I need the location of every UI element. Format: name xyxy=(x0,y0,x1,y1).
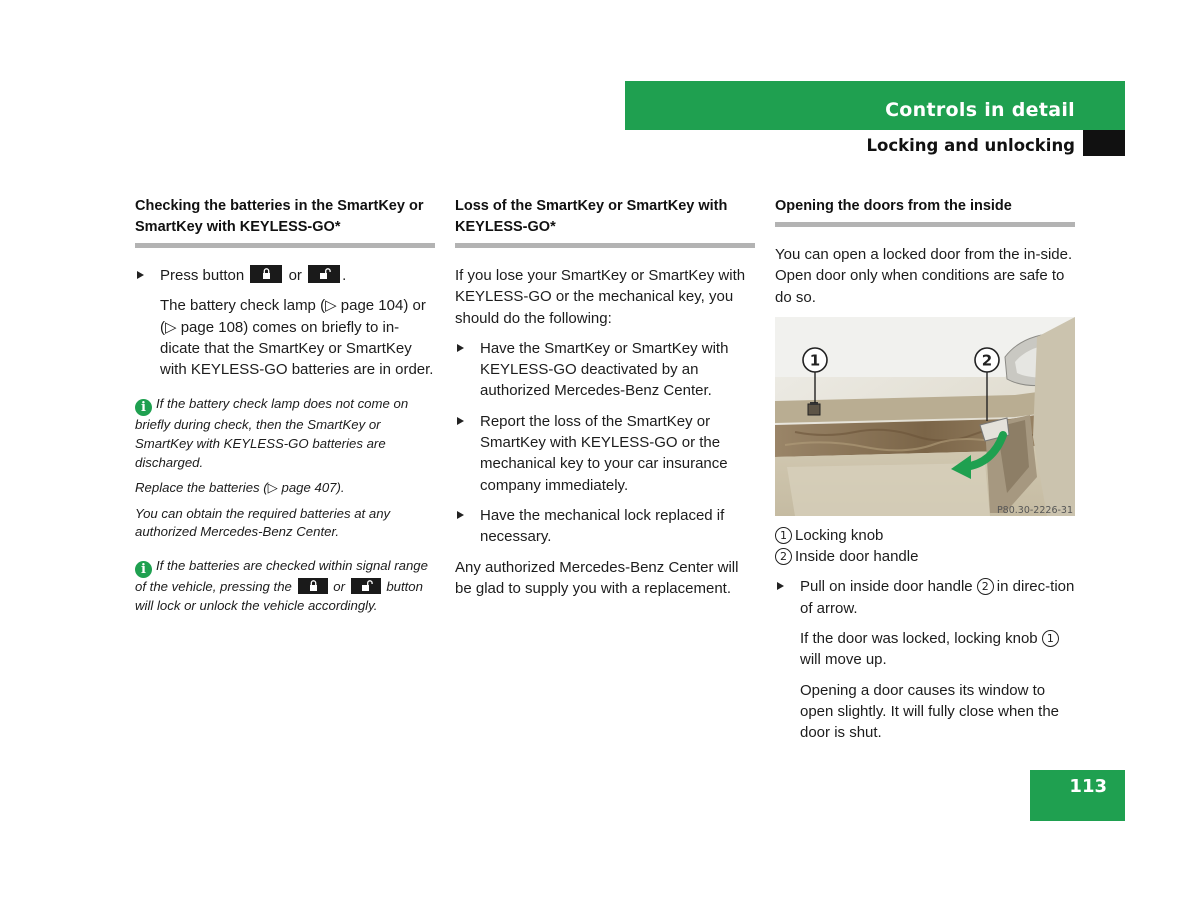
column-smartkey-loss xyxy=(455,196,755,608)
header-banner xyxy=(625,81,1125,130)
bullet-report-loss: Report the loss of the SmartKey or SmartKey with KEYLESS-GO or the mechanical key to your car insurance company immediately. xyxy=(455,411,755,496)
note-signal-range: i If the batteries are checked within signal range of the vehicle, pressing the or button will lock or unlock the vehicle accordingly. xyxy=(135,558,428,613)
subsection-marker xyxy=(1083,130,1125,156)
subsection-title: Locking and unlocking xyxy=(866,136,1075,155)
open-doors-intro-text: You can open a locked door from the in-side. Open door only when conditions are safe to do so. xyxy=(775,246,1073,306)
page-number-box xyxy=(1030,770,1125,821)
note-battery-discharged: i If the battery check lamp does not come on briefly during check, then the SmartKey or SmartKey with KEYLESS-GO batteries are discharged. xyxy=(135,396,409,470)
door-panel-drawing xyxy=(775,317,1075,516)
bullet-press-button: Press button or . xyxy=(135,265,435,286)
lock-button-icon xyxy=(298,578,328,594)
lock-button-icon xyxy=(250,265,282,283)
bullet-arrow-icon xyxy=(457,344,464,352)
callout-1-label: 1 xyxy=(809,351,821,370)
note-obtain-batteries: You can obtain the required batteries at any authorized Mercedes-Benz Center. xyxy=(135,505,391,540)
door-interior-illustration xyxy=(775,317,1075,516)
bullet-replace-lock: Have the mechanical lock replaced if necessary. xyxy=(455,505,755,548)
heading-open-doors: Opening the doors from the inside xyxy=(775,196,1075,227)
window-opens-text: Opening a door causes its window to open slightly. It will fully close when the door is shut. xyxy=(800,681,1060,742)
loss-closing-text: Any authorized Mercedes-Benz Center will be glad to supply you with a replacement. xyxy=(455,558,739,597)
unlock-button-icon xyxy=(351,578,381,594)
figure-reference: P80.30-2226-31 xyxy=(996,504,1073,516)
unlock-button-icon xyxy=(308,265,340,283)
info-icon: i xyxy=(135,561,152,578)
heading-smartkey-loss: Loss of the SmartKey or SmartKey with KEYLESS-GO* xyxy=(455,196,755,248)
legend-inside-door-handle: 2 Inside door handle xyxy=(775,546,1075,567)
loss-intro-text: If you lose your SmartKey or SmartKey with KEYLESS-GO or the mechanical key, you should do the following: xyxy=(455,267,746,327)
bullet-deactivate: Have the SmartKey or SmartKey with KEYLESS-GO deactivated by an authorized Mercedes-Benz Center. xyxy=(455,338,755,402)
bullet-pull-handle: Pull on inside door handle 2 in direc-tion of arrow. xyxy=(775,576,1075,619)
bullet-arrow-icon xyxy=(777,582,784,590)
info-icon: i xyxy=(135,399,152,416)
bullet-arrow-icon xyxy=(457,417,464,425)
heading-battery-check: Checking the batteries in the SmartKey or SmartKey with KEYLESS-GO* xyxy=(135,196,435,248)
battery-check-lamp-text: The battery check lamp (▷ page 104) or (▷ page 108) comes on briefly to in-dicate that the SmartKey or SmartKey with KEYLESS-GO batteries are in order. xyxy=(160,297,434,379)
section-title: Controls in detail xyxy=(885,99,1075,121)
bullet-arrow-icon xyxy=(457,511,464,519)
column-open-doors xyxy=(775,196,1075,753)
bullet-arrow-icon xyxy=(137,271,144,279)
locking-knob-moves-text: If the door was locked, locking knob 1will move up. xyxy=(775,628,1075,671)
page-number: 113 xyxy=(1069,776,1107,797)
legend-locking-knob: 1 Locking knob xyxy=(775,525,1075,546)
column-battery-check xyxy=(135,196,435,622)
callout-2-label: 2 xyxy=(981,351,993,370)
note-replace-batteries: Replace the batteries (▷ page 407). xyxy=(135,480,345,496)
